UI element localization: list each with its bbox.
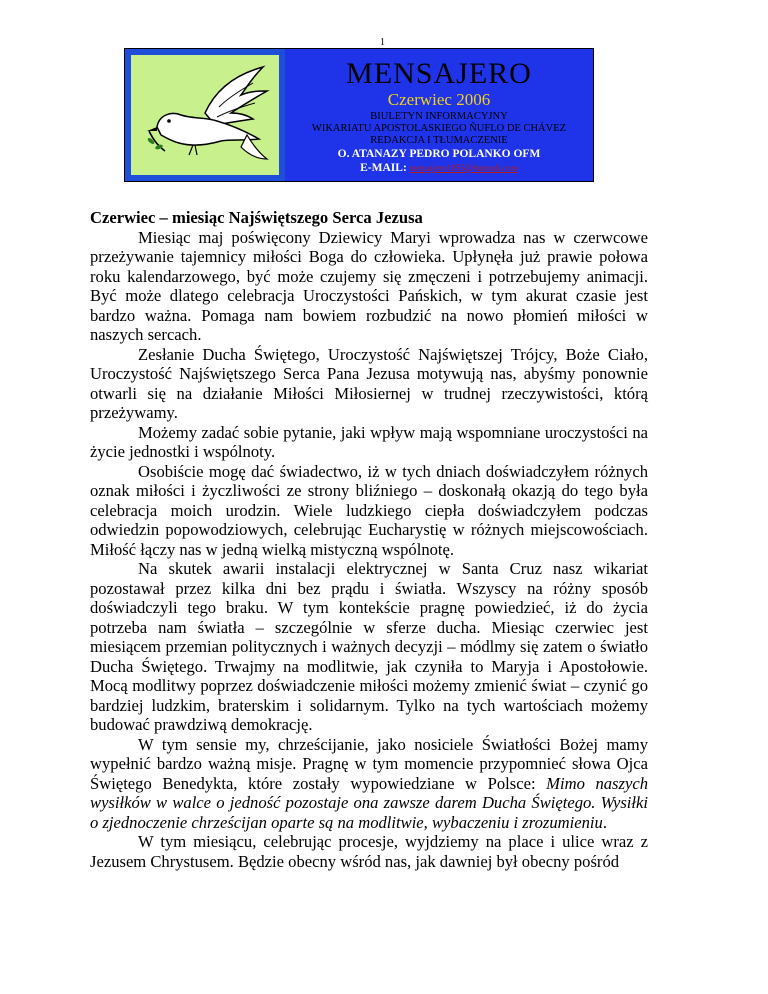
paragraph-2: Zesłanie Ducha Świętego, Uroczystość Najświętszej Trójcy, Boże Ciało, Uroczystość Najświętszego Serca Pana Jezusa motywują nas, abyśmy ponownie otwarli się na działanie Miłości Miłosiernej w trudnej rzeczywistości, którą przeżywamy.	[90, 344, 648, 422]
email-line	[285, 162, 593, 174]
newsletter-banner	[124, 48, 594, 182]
email-label: E-MAIL:	[360, 162, 407, 174]
paragraph-6	[90, 735, 648, 833]
page-number: 1	[380, 37, 385, 48]
dove-icon	[135, 61, 275, 173]
pope-quote: Mimo naszych wysiłków w walce o jedność pozostaje ona zawsze darem Ducha Świętego. Wysiłki o zjednoczenie chrześcijan oparte są na modlitwie, wybaczeniu i zrozumieniu	[90, 773, 648, 832]
newsletter-title: MENSAJERO	[346, 57, 532, 90]
paragraph-3: Możemy zadać sobie pytanie, jaki wpływ mają wspomniane uroczystości na życie jednostki i wspólnoty.	[90, 422, 648, 461]
editorial-line: REDAKCJA I TŁUMACZENIE	[370, 135, 508, 146]
dove-logo	[125, 49, 285, 181]
paragraph-5: Na skutek awarii instalacji elektrycznej w Santa Cruz nasz wikariat pozostawał przez kilka dni bez prądu i światła. Wszyscy na różny sposób doświadczyli tego braku. W tym kontekście pragnę powiedzieć, iż do życia potrzeba nam światła – szczególnie w sferze ducha. Miesiąc czerwiec jest miesiącem przemian politycznych i ważnych decyzji – módlmy się zatem o światło Ducha Świętego. Trwajmy na modlitwie, jak czyniła to Maryja i Apostołowie. Mocą modlitwy poprzez doświadczenie miłości możemy zmienić świat – czynić go bardziej ludzkim, braterskim i solidarnym. Tylko na tych wartościach możemy budować prawdziwą demokrację.	[90, 559, 648, 734]
paragraph-4: Osobiście mogę dać świadectwo, iż w tych dniach doświadczyłem różnych oznak miłości i życzliwości ze strony bliźniego – doskonałą okazją do tego była celebracja moich urodzin. Wiele ludzkiego ciepła doświadczyłem podczas odwiedzin popowodziowych, celebrując Eucharystię w różnych miejscowościach. Miłość łączy nas w jedną wielką mistyczną wspólnotę.	[90, 461, 648, 559]
subtitle-line: BIULETYN INFORMACYJNY	[370, 111, 508, 122]
editor-name: O. ATANAZY PEDRO POLANKO OFM	[337, 148, 541, 160]
paragraph-6-text: W tym sensie my, chrześcijanie, jako nosiciele Światłości Bożej mamy wypełnić bardzo ważną misje. Pragnę w tym momencie przypomnieć słowa Ojca Świętego Benedykta, które zostały wypowiedziane w Polsce:	[90, 734, 648, 793]
vicariate-line: WIKARIATU APOSTOLASKIEGO ÑUFLO DE CHÁVEZ	[311, 123, 567, 134]
issue-date: Czerwiec 2006	[387, 90, 491, 109]
article	[90, 208, 648, 871]
email-link[interactable]: mensajero1955@hotmail.com	[409, 163, 518, 173]
paragraph-1: Miesiąc maj poświęcony Dziewicy Maryi wprowadza nas w czerwcowe przeżywanie tajemnicy miłości Boga do człowieka. Upłynęła już prawie połowa roku kalendarzowego, być może czujemy się zmęczeni i potrzebujemy animacji. Być może dlatego celebracja Uroczystości Pańskich, w tym akurat czasie jest bardzo ważna. Pomaga nam bowiem rozbudzić na nowo płomień miłości w naszych sercach.	[90, 227, 648, 344]
banner-title-area	[285, 49, 593, 181]
paragraph-7: W tym miesiącu, celebrując procesje, wyjdziemy na place i ulice wraz z Jezusem Chrystusem. Będzie obecny wśród nas, jak dawniej był obecny pośród	[90, 832, 648, 871]
article-heading: Czerwiec – miesiąc Najświętszego Serca Jezusa	[90, 208, 423, 227]
paragraph-6-end: .	[602, 812, 607, 832]
